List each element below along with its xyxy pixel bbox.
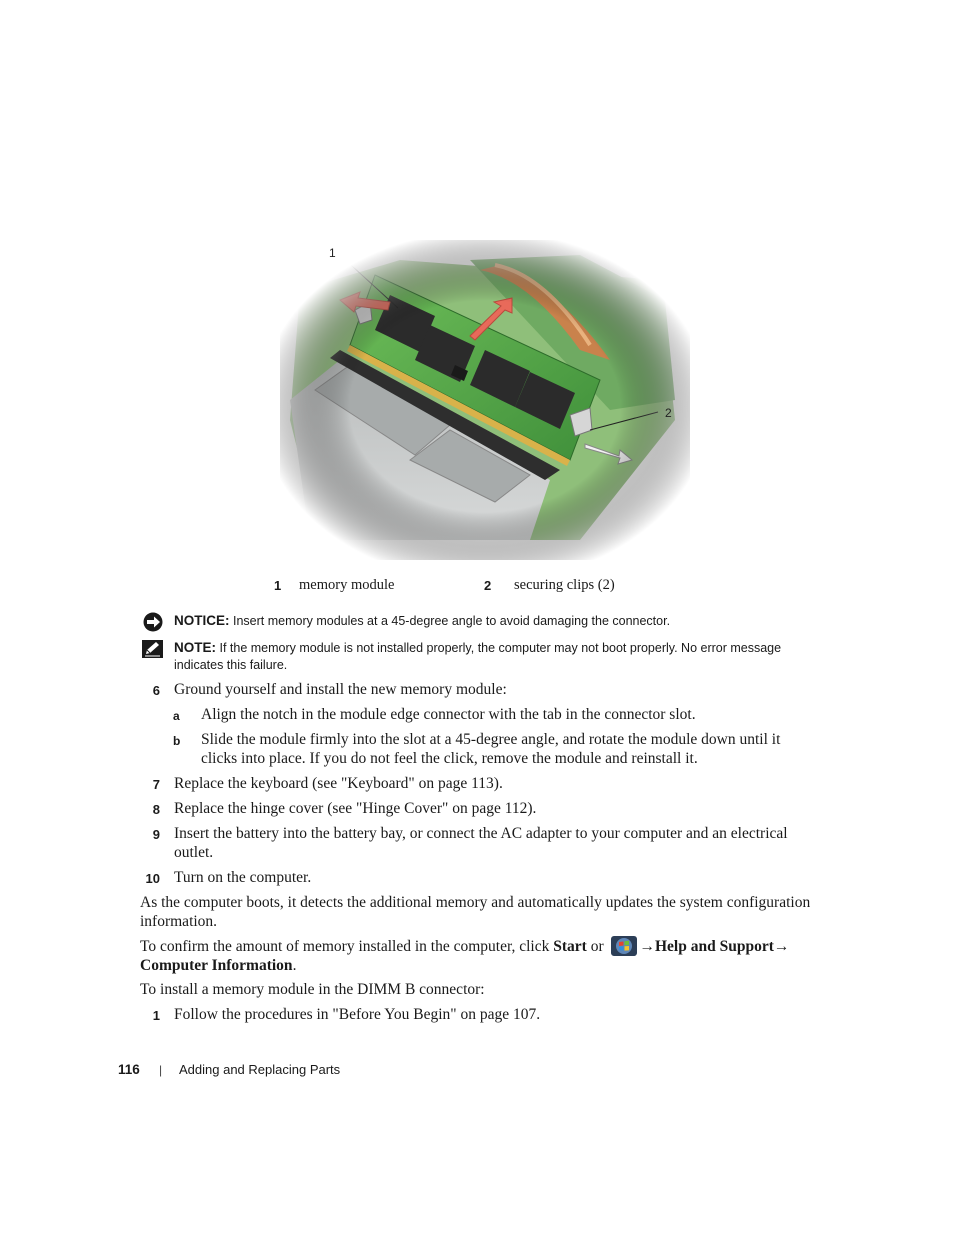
step-text: Follow the procedures in "Before You Begin" on page 107. [174,1006,541,1023]
arrow-1: → [639,938,655,955]
step-text: Replace the keyboard (see "Keyboard" on page 113). [174,775,503,792]
step-text: Replace the hinge cover (see "Hinge Cover" on page 112). [174,800,537,817]
step-text: Turn on the computer. [174,869,312,886]
memory-module-illustration [280,240,690,560]
legend-label-1: memory module [299,577,395,593]
page-number: 116 [118,1062,140,1077]
step-number: 9 [152,827,160,842]
step-text: Insert the battery into the battery bay, or connect the AC adapter to your computer and an electrical outlet. [174,825,788,861]
computer-info-text: Computer Information [140,957,293,974]
step-number: 1 [152,1008,160,1023]
notice-block [141,612,821,632]
legend-label-2: securing clips (2) [514,577,615,593]
confirm-or: or [586,938,608,955]
legend-num-2: 2 [484,578,492,593]
confirm-paragraph [140,936,820,975]
legend-num-1: 1 [274,578,282,593]
note-pencil-icon [141,639,165,659]
step-number: 7 [152,777,160,792]
dimm-b-paragraph: To install a memory module in the DIMM B connector: [140,981,485,998]
step-number: 8 [152,802,160,817]
callout-2: 2 [665,406,672,420]
note-text: If the memory module is not installed properly, the computer may not boot properly. No error message indicates this failure. [174,641,782,672]
start-link-text: Start [553,938,587,955]
confirm-end: . [292,957,297,974]
notice-text: Insert memory modules at a 45-degree angle to avoid damaging the connector. [232,614,671,628]
step-number: 10 [145,871,160,886]
substep-text: Align the notch in the module edge connector with the tab in the connector slot. [201,706,696,723]
arrow-2: → [773,938,790,955]
memory-module-drawing [280,240,690,560]
step-number: 6 [152,683,160,698]
chapter-title: Adding and Replacing Parts [179,1062,341,1077]
windows-start-icon [611,936,637,956]
notice-label: NOTICE: [174,613,230,628]
substep-text: Slide the module firmly into the slot at a 45-degree angle, and rotate the module down until it clicks into place. If you do not feel the click, remove the module and reinstall it. [201,731,781,767]
callout-1: 1 [329,246,336,260]
substep-letter: a [173,709,180,723]
boot-paragraph: As the computer boots, it detects the additional memory and automatically updates the system configuration information. [140,894,811,930]
note-block [141,639,821,675]
notice-icon [141,612,165,632]
confirm-prefix: To confirm the amount of memory installed in the computer, click [140,938,554,955]
footer-separator: | [159,1063,163,1077]
step-text: Ground yourself and install the new memory module: [174,681,507,698]
help-support-text: Help and Support [655,938,774,955]
note-body [174,639,824,674]
notice-body [174,612,824,630]
note-label: NOTE: [174,640,216,655]
substep-letter: b [173,734,181,748]
